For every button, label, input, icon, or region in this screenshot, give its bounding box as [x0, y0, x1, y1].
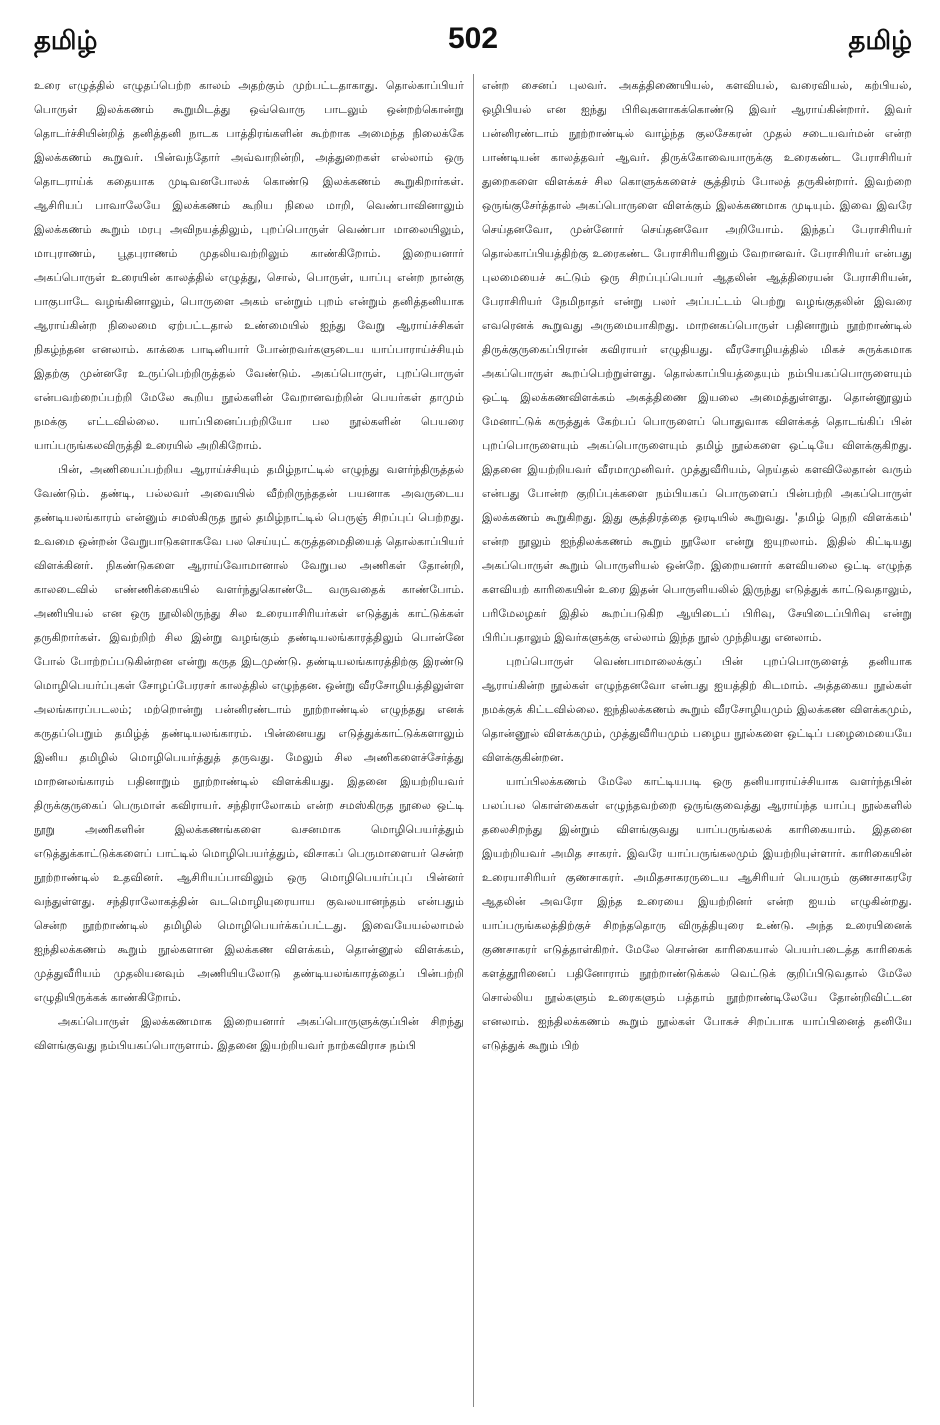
paragraph: புறப்பொருள் வெண்பாமாலைக்குப் பின் புறப்பொருளைத் தனியாக ஆராய்கின்ற நூல்கள் எழுந்தனவோ என்பது ஐயத்திற் கிடமாம். அத்தகைய நூல்கள் நமக்குக் கிட்டவில்லை. ஐந்திலக்கணம் கூறும் வீரசோழியமும் இலக்கண விளக்கமும், தொன்னூல் விளக்கமும், முத்துவீரியமும் பழைய நூல்களை ஒட்டிப் பழைமையையே விளக்குகின்றன.	[482, 655, 912, 764]
running-head-right: தமிழ்	[848, 26, 912, 56]
right-column	[482, 74, 912, 1407]
paragraph: என்ற சைனப் புலவர். அகத்திணையியல், களவியல், வரைவியல், கற்பியல், ஒழிபியல் என ஐந்து பிரிவுகளாகக்கொண்டு இவர் ஆராய்கின்றார். இவர் பன்னிரண்டாம் நூற்றாண்டில் வாழ்ந்த குலசேகரன் முதல் சடையவர்மன் என்ற பாண்டியன் காலத்தவர் ஆவர். திருக்கோவையாருக்கு உரைகண்ட பேராசிரியர் துறைகளை விளக்கச் சில கொளுக்களைச் சூத்திரம் போலத் தருகின்றார். இவற்றை ஒருங்குசேர்த்தால் அகப்பொருளை விளக்கும் இலக்கணமாக முடியும். இவை இவரே செய்தனவோ, முன்னோர் செய்தனவோ அறியோம். இந்தப் பேராசிரியர் தொல்காப்பியத்திற்கு உரைகண்ட பேராசிரியரினும் வேறானவர். பேராசிரியர் என்பது புலமையைச் சுட்டும் ஒரு சிறப்புப்பெயர் ஆதலின் ஆத்திரையன் பேராசிரியன், பேராசிரியர் நேமிநாதர் என்று பலர் அப்பட்டம் பெற்று வழங்குதலின் இவரை எவரெனக் கூறுவது அருமையாகிறது. மாறனகப்பொருள் பதினாறும் நூற்றாண்டில் திருக்குருகைப்பிரான் கவிராயர் எழுதியது. வீரசோழியத்தில் மிகச் சுருக்கமாக அகப்பொருள் கூறப்பெற்றுள்ளது. தொல்காப்பியத்தையும் நம்பியகப்பொருளையும் ஒட்டி இலக்கணவிளக்கம் அகத்திணை இயலை அமைத்துள்ளது. தொன்னூலும் மேனாட்டுக் கருத்துக் கேற்பப் பொருளைப் பொதுவாக விளக்கத் தொடங்கிப் பின் புறப்பொருளையும் அகப்பொருளையும் தமிழ் நூல்களை ஒட்டியே விளக்குகிறது. இதனை இயற்றியவர் வீரமாமுனிவர். முத்துவீரியம், நெய்தல் களவிலேதான் வரும் என்பது போன்ற குறிப்புக்களை நம்பியகப் பொருளைப் பின்பற்றி அகப்பொருள் இலக்கணம் கூறுகிறது. இது சூத்திரத்தை ஒரடியில் கூறுவது. 'தமிழ் நெறி விளக்கம்' என்ற நூலும் ஐந்திலக்கணம் கூறும் நூலோ என்று ஐயுறலாம். இதில் கிட்டியது அகப்பொருள் கூறும் பொருளியல் ஒன்றே. இறையனார் களவியலை ஒட்டி எழுந்த களவியற் காரிகையின் உரை இதன் பொருளியலில் இருந்து எடுத்துக் காட்டுவதாலும், பரிமேலழகர் இதில் கூறப்படுகிற ஆயிடைப் பிரிவு, சேயிடைப்பிரிவு என்று பிரிப்பதாலும் இவர்களுக்கு எல்லாம் இந்த நூல் முந்தியது எனலாம்.	[482, 79, 912, 644]
left-column	[34, 74, 464, 1407]
paragraph: உரை எழுத்தில் எழுதப்பெற்ற காலம் அதற்கும் முற்பட்டதாகாது. தொல்காப்பியர் பொருள் இலக்கணம் கூறுமிடத்து ஒவ்வொரு பாடலும் ஒன்றற்கொன்று தொடர்ச்சியின்றித் தனித்தனி நாடக பாத்திரங்களின் கூற்றாக அமைந்த நிலைக்கே இலக்கணம் கூறுவர். பின்வந்தோர் அவ்வாறின்றி, அத்துறைகள் எல்லாம் ஒரு தொடராய்க் கதையாக முடிவனபோலக் கொண்டு இலக்கணம் கூறுகிறார்கள். ஆசிரியப் பாவாலேயே இலக்கணம் கூறிய நிலை மாறி, வெண்பாவினாலும் இலக்கணம் கூறும் மரபு அவிநயத்திலும், புறப்பொருள் வெண்பா மாலையிலும், மாபுராணம், பூதபுராணம் முதலியவற்றிலும் காண்கிறோம். இறையனார் அகப்பொருள் உரையின் காலத்தில் எழுத்து, சொல், பொருள், யாப்பு என்ற நான்கு பாகுபாடே வழங்கினாலும், பொருளை அகம் என்றும் புறம் என்றும் தனித்தனியாக ஆராய்கின்ற நிலைமை ஏற்பட்டதால் உண்மையில் ஐந்து வேறு ஆராய்ச்சிகள் நிகழ்ந்தன எனலாம். காக்கை பாடினியார் போன்றவர்களுடைய யாப்பாராய்ச்சியும் இதற்கு முன்னரே உருப்பெற்றிருத்தல் வேண்டும். அகப்பொருள், புறப்பொருள் என்பவற்றைப்பற்றி மேலே கூறிய நூல்களின் வேறானவற்றின் பெயர்கள் தாமும் நமக்கு எட்டவில்லை. யாப்பினைப்பற்றியோ பல நூல்களின் பெயரை யாப்பருங்கலவிருத்தி உரையில் அறிகிறோம்.	[34, 79, 464, 452]
page-header	[34, 22, 912, 78]
running-head-left: தமிழ்	[34, 26, 98, 56]
page-number: 502	[447, 22, 499, 55]
paragraph: பின், அணியைப்பற்றிய ஆராய்ச்சியும் தமிழ்நாட்டில் எழுந்து வளர்ந்திருத்தல் வேண்டும். தண்டி, பல்லவர் அவையில் வீற்றிருந்ததன் பயனாக அவருடைய தண்டியலங்காரம் என்னும் சமஸ்கிருத நூல் தமிழ்நாட்டில் பெருஞ் சிறப்புப் பெற்றது. உவமை ஒன்றன் வேறுபாடுகளாகவே பல செய்யுட் கருத்தமைதியைத் தொல்காப்பியர் விளக்கினர். நிகண்டுகளை ஆராய்வோமானால் வேறுபல அணிகள் தோன்றி, காலடைவில் எண்ணிக்கையில் வளர்ந்துகொண்டே வருவதைக் காண்போம். அணியியல் என ஒரு நூலிலிருந்து சில உரையாசிரியர்கள் எடுத்துக் காட்டுக்கள் தருகிறார்கள். இவற்றிற் சில இன்று வழங்கும் தண்டியலங்காரத்திலும் பொன்னே போல் போற்றப்படுகின்றன என்று கருத இடமுண்டு. தண்டியலங்காரத்திற்கு இரண்டு மொழிபெயர்ப்புகள் சோழப்பேரரசர் காலத்தில் எழுந்தன. ஒன்று வீரசோழியத்திலுள்ள அலங்காரப்படலம்; மற்றொன்று பன்னிரண்டாம் நூற்றாண்டில் எழுந்தது எனக் கருதப்பெறும் தமிழ்த் தண்டியலங்காரம். பின்னையது எடுத்துக்காட்டுக்களாலும் இனிய தமிழில் மொழிபெயர்த்துத் தருவது. மேலும் சில அணிகளைச்சேர்த்து மாறனலங்காரம் பதினாறும் நூற்றாண்டில் விளக்கியது. இதனை இயற்றியவர் திருக்குருகைப் பெருமாள் கவிராயர். சந்திராலோகம் என்ற சமஸ்கிருத நூலை ஒட்டி நூறு அணிகளின் இலக்கணங்களை வசனமாக மொழிபெயர்த்தும் எடுத்துக்காட்டுக்களைப் பாட்டில் மொழிபெயர்த்தும், விசாகப் பெருமாளையர் சென்ற நூற்றாண்டில் உதவினர். ஆசிரியப்பாவிலும் ஒரு மொழிபெயர்ப்புப் பின்னர் வந்துள்ளது. சந்திராலோகத்தின் வடமொழியுரையாய குவலயானந்தம் என்பதும் சென்ற நூற்றாண்டில் தமிழில் மொழிபெயர்க்கப்பட்டது. இவையேயல்லாமல் ஐந்திலக்கணம் கூறும் நூல்களான இலக்கண விளக்கம், தொன்னூல் விளக்கம், முத்துவீரியம் முதலியனவும் அணியியலோடு தண்டியலங்காரத்தைப் பின்பற்றி எழுதியிருக்கக் காண்கிறோம்.	[34, 463, 464, 1004]
text-columns	[34, 74, 912, 1407]
paragraph: யாப்பிலக்கணம் மேலே காட்டியபடி ஒரு தனியாராய்ச்சியாக வளர்ந்தபின் பலப்பல கொள்கைகள் எழுந்தவற்றை ஒருங்குவைத்து ஆராய்ந்த யாப்பு நூல்களில் தலைசிறந்து இன்றும் விளங்குவது யாப்பருங்கலக் காரிகையாம். இதனை இயற்றியவர் அமித சாகரர். இவரே யாப்பருங்கலமும் இயற்றியுள்ளார். காரிகையின் உரையாசிரியர் குணசாகரர். அமிதசாகரருடைய ஆசிரியர் பெயரும் குணசாகரரே ஆதலின் அவரோ இந்த உரையை இயற்றினர் என்ற ஐயம் எழுகின்றது. யாப்பருங்கலத்திற்குச் சிறந்ததொரு விருத்தியுரை உண்டு. அந்த உரையினைக் குணசாகரர் எடுத்தாள்கிறர். மேலே சொன்ன காரிகையால் பெயர்படைத்த காரிகைக் களத்தூரினைப் பதினோராம் நூற்றாண்டுக்கல் வெட்டுக் குறிப்பிடுவதால் மேலே சொல்லிய நூல்களும் உரைகளும் பத்தாம் நூற்றாண்டிலேயே தோன்றிவிட்டன எனலாம். ஐந்திலக்கணம் கூறும் நூல்கள் போகச் சிறப்பாக யாப்பினைத் தனியே எடுத்துக் கூறும் பிற்	[482, 775, 912, 1052]
column-divider	[473, 74, 474, 1407]
paragraph: அகப்பொருள் இலக்கணமாக இறையனார் அகப்பொருளுக்குப்பின் சிறந்து விளங்குவது நம்பியகப்பொருளாம். இதனை இயற்றியவர் நாற்கவிராச நம்பி	[34, 1015, 464, 1052]
